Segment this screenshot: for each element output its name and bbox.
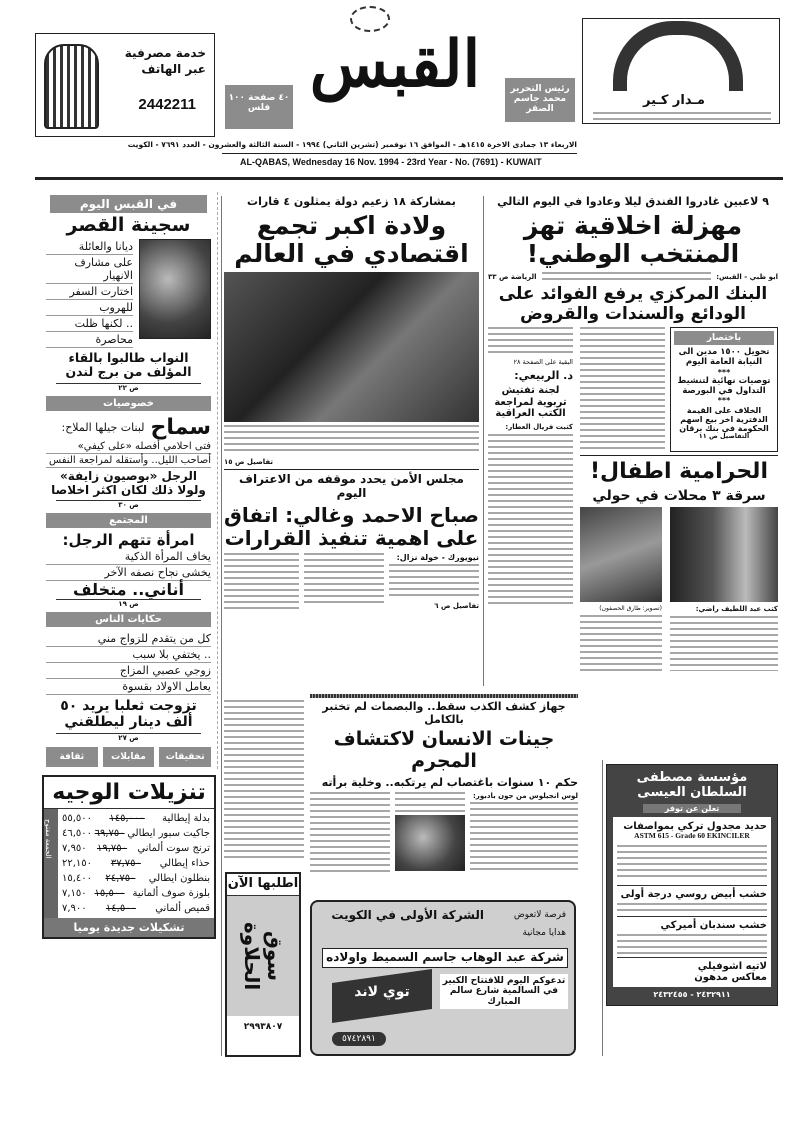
- security-byline: نيويورك - خولة نزال:: [396, 552, 479, 562]
- essa-ad-sub: تعلن عن توفر: [643, 804, 741, 813]
- football-more-link[interactable]: الرياضة ص ٣٣: [488, 273, 537, 282]
- toys-ad-phone: ٥٧٤٢٨٩١: [332, 1032, 386, 1046]
- old-price: ١٩,٧٥٠: [97, 842, 128, 854]
- thieves-byline: كتب عبد اللطيف راضي:: [695, 604, 778, 613]
- sidebar: [40, 192, 218, 769]
- brief-item: تحويل ١٥٠٠ مدين الى النيابة العامة اليوم: [678, 347, 770, 367]
- story3-item: يخاف المرأة الذكية: [46, 549, 211, 565]
- old-price: ١٥,٥٠٠: [94, 887, 125, 899]
- date-line-arabic: الاربعاء ١٣ جمادى الاخرة ١٤١٥هـ - الموافق ١٦ نوفمبر (تشرين الثاني) ١٩٩٤ - السنة الثالثة والعشرون - العدد ٧٦٩١ - الكويت: [127, 140, 577, 149]
- thieves-subheadline: سرقة ٣ محلات في حولي: [592, 487, 766, 504]
- shop-photo-1: [580, 507, 662, 602]
- story1-item: محاصرة: [46, 332, 133, 348]
- price-row: [58, 886, 214, 901]
- summit-headline: ولادة اكبر تجمع اقتصادي في العالم: [234, 210, 469, 269]
- football-byline: ابو ظبي - القبس:: [716, 273, 778, 282]
- page-count-box: ٤٠ صفحة ١٠٠ فلس: [225, 85, 293, 129]
- new-price: ٧,٩٥٠: [62, 842, 87, 854]
- rubaie-subtitle: لجنة تفتيش تربوية لمراجعة الكتب العراقية: [494, 385, 567, 420]
- editor-box: رئيس التحرير محمد جاسم الصقر: [505, 78, 575, 122]
- story1-item: للهروب: [46, 300, 133, 316]
- rubaie-title: د. الربيعي:: [514, 369, 573, 383]
- essa-item: حديد مجدول تركي بمواصفات: [623, 821, 767, 833]
- story4-headline: تزوجت ثعلبا يريد ٥٠ ألف دينار ليطلقني: [60, 698, 197, 731]
- story2-sub: لبنات جيلها الملاح:: [61, 420, 145, 434]
- essa-item: لاتيه اشوفيلي: [617, 957, 767, 972]
- shop-photo-2: [670, 507, 778, 602]
- essa-ad-title: مؤسسة مصطفى السلطان العيسى: [636, 770, 748, 800]
- item: جاكيت سبور ايطالي: [127, 827, 210, 839]
- madar-brand: مـدار كـير: [643, 93, 705, 108]
- essa-item: خشب سندبان أميركي: [617, 916, 767, 931]
- old-price: ١٤,٥٠٠: [105, 902, 136, 914]
- briefs-header: باختصار: [674, 331, 774, 345]
- story1-item: ديانا والعائلة: [46, 239, 133, 255]
- price-row: [58, 871, 214, 886]
- phone-banking-ad: [35, 33, 215, 137]
- wajeeh-ad-title: تنزيلات الوجيه: [44, 777, 214, 809]
- new-price: ٥٥,٥٠٠: [62, 812, 93, 824]
- item: بدلة إيطالية: [162, 812, 210, 824]
- new-price: ٧,٩٠٠: [62, 902, 87, 914]
- wajeeh-sale-ad: [42, 775, 216, 939]
- old-price: ٣٧,٧٥٠: [110, 857, 141, 869]
- old-price: ٦٩,٧٥٠: [94, 827, 125, 839]
- story1-headline: النواب طالبوا بالقاء المؤلف من برج لندن: [65, 349, 192, 380]
- essa-item: ASTM 615 - Grade 60 EKINCILER: [634, 831, 750, 841]
- phone-ad-line1: خدمة مصرفية: [124, 46, 206, 60]
- price-row: [58, 856, 214, 871]
- tab-investigations[interactable]: تحقيقات: [159, 747, 211, 767]
- story4-page: ص ٢٧: [56, 733, 201, 742]
- sidebar-section-2: خصوصيات: [46, 396, 211, 411]
- item: حذاء إيطالي: [159, 857, 210, 869]
- story1-page: ص ٢٢: [56, 383, 201, 392]
- phone-ad-number: 2442211: [138, 96, 196, 113]
- toys-ad-top: فرصة لاتعوض: [513, 910, 566, 920]
- price-row: [58, 826, 214, 841]
- brief-item: الخلاف على القيمة الدفترية اخر بيع اسهم الحكومة في بنك برقان: [679, 405, 769, 434]
- defendant-photo: [395, 815, 465, 871]
- summit-kicker: بمشاركة ١٨ زعيم دولة يمثلون ٤ قارات: [247, 195, 456, 208]
- story4-item: .. يختفي بلا سبب: [46, 647, 211, 663]
- toys-ad-company: شركة عبد الوهاب جاسم السميط واولاده: [322, 948, 568, 968]
- essa-item: خشب أبيض روسي درجة أولى: [617, 885, 767, 900]
- telephone-icon: [44, 44, 99, 129]
- leaders-photo: [224, 272, 479, 422]
- toyland-ad: [310, 900, 576, 1056]
- item: بلوزة صوف ألمانية: [132, 887, 210, 899]
- thieves-headline: الحرامية اطفال!: [590, 459, 768, 485]
- item: قميص ألماني: [155, 902, 210, 914]
- rubaie-byline: كتبت فريال العطار:: [505, 422, 573, 431]
- toys-ad-gifts: هدايا مجانية: [522, 928, 566, 938]
- price-row: [58, 811, 214, 826]
- tab-interviews[interactable]: مقابلات: [103, 747, 155, 767]
- security-kicker: مجلس الأمن يحدد موقفه من الاعتراف اليوم: [239, 472, 464, 500]
- old-price: ١٤٥,٠٠٠: [109, 812, 145, 824]
- essa-item: معاكس مدهون: [694, 971, 767, 983]
- price-row: [58, 841, 214, 856]
- story3-headline: أناني.. متخلف: [73, 579, 184, 599]
- story4-item: كل من يتقدم للزواج مني: [46, 631, 211, 647]
- bank-more-link[interactable]: البقية على الصفحة ٢٨: [513, 358, 573, 367]
- item: ترنج سوت ألماني: [137, 842, 210, 854]
- sidebar-section-3: المجتمع: [46, 513, 211, 528]
- halawa-ad-title: اطلبها الآن: [227, 874, 299, 896]
- sidebar-header: في القبس اليوم: [50, 195, 207, 213]
- story2-page: ص ٣٠: [56, 500, 201, 509]
- toys-ad-first: الشركة الأولى في الكويت: [331, 908, 484, 922]
- story2-headline: الرجل «بوصيون زايفة» ولولا ذلك لكان اكثر اخلاصا: [51, 468, 206, 497]
- price-row: [58, 901, 214, 916]
- newspaper-logo: القبس: [309, 27, 481, 102]
- security-more-link[interactable]: تفاصيل ص ٦: [434, 601, 479, 610]
- brief-item: توصيات نهائية لتنشيط التداول في البورصة: [677, 375, 771, 396]
- toys-ad-store: توي لاند: [354, 984, 410, 1000]
- madar-ad: [582, 18, 780, 124]
- football-kicker: ٩ لاعبين غادروا الفندق ليلا وعادوا في اليوم التالي: [497, 195, 769, 208]
- story4-item: زوجي عصبي المزاج: [46, 663, 211, 679]
- halawa-brand: سوق الحلاوة: [240, 921, 287, 991]
- story1-title: سجينة القصر: [66, 214, 191, 236]
- wajeeh-ad-footer: تشكيلات جديدة يوميا: [44, 918, 214, 937]
- date-line-english: AL-QABAS, Wednesday 16 Nov. 1994 - 23rd Year - No. (7691) - KUWAIT: [240, 157, 542, 167]
- briefs-more-link[interactable]: التفاصيل ص ١١: [698, 432, 750, 441]
- toys-ad-invite: تدعوكم اليوم للافتتاح الكبير في السالمية شارع سالم المبارك: [440, 974, 568, 1009]
- halawa-ad: [225, 872, 301, 1057]
- old-price: ٢٤,٧٥٠: [105, 872, 136, 884]
- story3-item: يخشى نجاح نصفه الآخر: [46, 565, 211, 581]
- new-price: ١٥,٤٠٠: [62, 872, 93, 884]
- bank-headline: البنك المركزي يرفع الفوائد على الودائع والسندات والقروض: [498, 284, 768, 324]
- story2-item: فتى احلامي أفصله «على كيفي»: [46, 440, 211, 454]
- new-price: ٤٦,٥٠٠: [62, 827, 93, 839]
- story1-item: .. لكنها ظلت: [46, 316, 133, 332]
- dna-kicker: جهاز كشف الكذب سقط.. والبصمات لم تختبر بالكامل: [322, 700, 566, 726]
- essa-ad-phones: ٢٤٣٢٩١١ - ٢٤٣٢٤٥٥: [653, 989, 731, 999]
- story3-page: ص ١٩: [56, 599, 201, 608]
- halawa-phone: ٢٩٩٣٨٠٧: [243, 1021, 283, 1032]
- dna-byline: لوس انجيلوس من جون بادبور:: [473, 791, 578, 800]
- sidebar-section-4: حكايات الناس: [46, 612, 211, 627]
- football-headline: مهزلة اخلاقية تهز المنتخب الوطني!: [523, 210, 743, 269]
- security-headline: صباح الاحمد وغالي: اتفاق على اهمية تنفيذ القرارات: [224, 502, 479, 550]
- phone-ad-line2: عبر الهاتف: [141, 61, 206, 76]
- dna-headline: جينات الانسان لاكتشاف المجرم: [333, 728, 555, 773]
- wajeeh-side-label: الجمعة مفتوح: [44, 818, 52, 859]
- story4-item: يعامل الاولاد بقسوة: [46, 679, 211, 695]
- essa-ad: [606, 764, 778, 1006]
- story1-item: على مشارف الانهيار: [46, 255, 133, 284]
- story1-item: اختارت السفر: [46, 284, 133, 300]
- new-price: ٢٢,١٥٠: [62, 857, 93, 869]
- dna-subheadline: حكم ١٠ سنوات باغتصاب لم يرتكبه.. وخلية برأته: [321, 775, 578, 789]
- story2-title: سماح: [150, 414, 211, 440]
- tab-culture[interactable]: ثقافة: [46, 747, 98, 767]
- story3-title: امرأة تتهم الرجل:: [62, 530, 195, 549]
- item: بنطلون ايطالي: [148, 872, 210, 884]
- new-price: ٧,١٥٠: [62, 887, 87, 899]
- diana-photo: [139, 239, 211, 339]
- photo-credit: (تصوير: طارق الحصفون): [599, 604, 662, 612]
- summit-more-link[interactable]: تفاصيل ص ١٥: [224, 458, 274, 467]
- story2-item: أصاحب الليل.. وأستقله لمراجعة النفس: [46, 454, 211, 468]
- briefs-box: باختصار تحويل ١٥٠٠ مدين الى النيابة العامة اليوم *** توصيات نهائية لتنشيط التداول في البورصة *** الخلاف على القيمة الدفترية اخر بيع اسهم الحكومة في بنك برقان التفاصيل ص ١١: [670, 327, 778, 452]
